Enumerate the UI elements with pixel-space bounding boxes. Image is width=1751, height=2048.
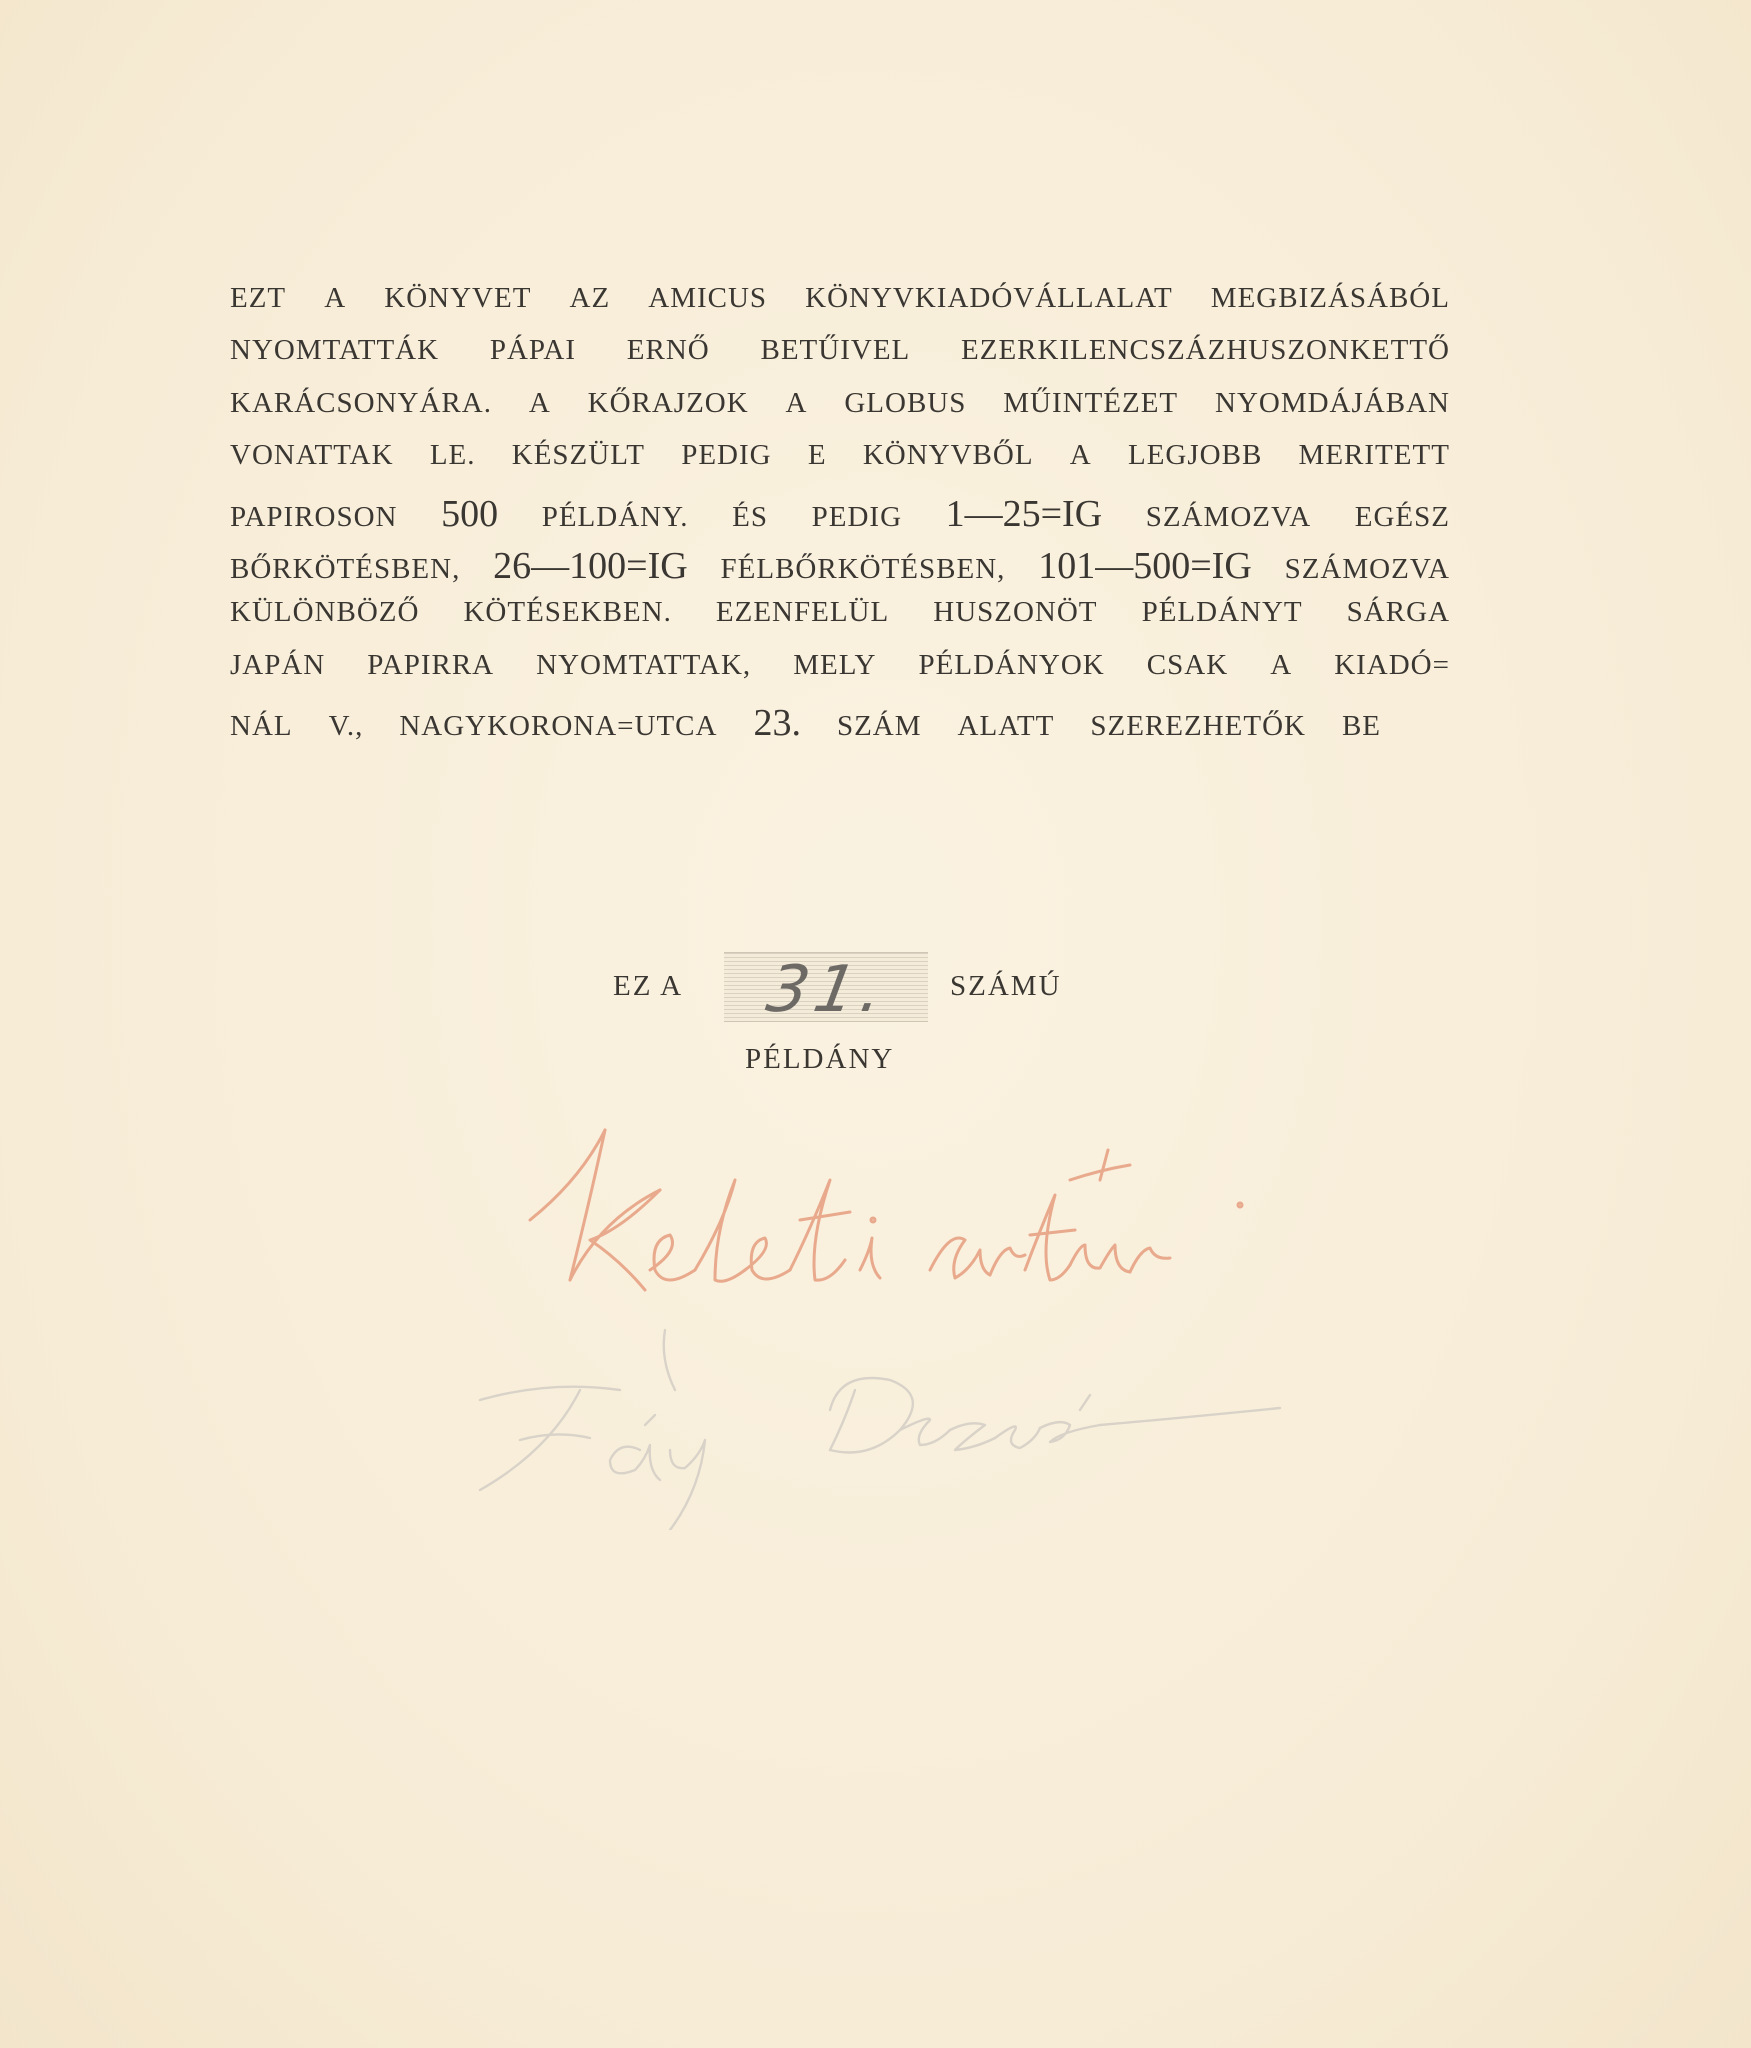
colophon-word: ALATT xyxy=(957,710,1055,743)
colophon-word: KŐRAJZOK xyxy=(587,386,749,419)
colophon-line xyxy=(230,649,1450,701)
colophon-word: BE xyxy=(1341,710,1382,743)
colophon-word: ERNŐ xyxy=(626,334,710,367)
colophon-word: AMICUS xyxy=(648,282,768,314)
colophon-word: V., xyxy=(328,710,364,743)
colophon-word: VONATTAK xyxy=(230,439,394,472)
colophon-line xyxy=(230,334,1450,386)
colophon-word: PÉLDÁNYOK xyxy=(918,648,1105,681)
colophon-word: BETŰIVEL xyxy=(760,334,911,367)
colophon-word: LE. xyxy=(429,439,476,472)
signature-fay-dezso xyxy=(460,1320,1320,1530)
colophon-word: KIADÓ= xyxy=(1334,648,1450,681)
colophon-word: KARÁCSONYÁRA. xyxy=(230,386,492,419)
colophon-word: 101—500=IG xyxy=(1038,544,1252,587)
colophon-word: NYOMTATTAK, xyxy=(536,648,752,681)
colophon-word: A xyxy=(785,386,808,419)
colophon-word: KÉSZÜLT xyxy=(511,439,645,472)
colophon-word: EZT xyxy=(230,282,287,314)
colophon-word: KÖTÉSEKBEN. xyxy=(463,596,672,629)
edition-number-row xyxy=(0,946,1751,1026)
colophon-word: KÖNYVET xyxy=(384,282,532,314)
colophon-word: ÉS xyxy=(732,500,769,533)
colophon-word: KÖNYVBŐL xyxy=(862,439,1034,472)
colophon-word: PEDIG xyxy=(811,500,903,533)
colophon-word: PAPIROSON xyxy=(230,500,398,533)
edition-suffix: SZÁMÚ xyxy=(950,970,1062,1002)
colophon-word: A xyxy=(528,386,551,419)
colophon-word: HUSZONÖT xyxy=(933,596,1098,629)
colophon-word: A xyxy=(1069,439,1092,472)
colophon-word: FÉLBŐRKÖTÉSBEN, xyxy=(720,552,1006,585)
colophon-word: JAPÁN xyxy=(230,648,326,681)
colophon-word: 1—25=IG xyxy=(945,492,1103,535)
colophon-word: A xyxy=(324,282,347,314)
colophon-word: MEGBIZÁSÁBÓL xyxy=(1210,282,1450,314)
colophon-word: KÖNYVKIADÓVÁLLALAT xyxy=(805,282,1173,314)
colophon-word: BŐRKÖTÉSBEN, xyxy=(230,552,461,585)
edition-number-box xyxy=(724,952,928,1027)
colophon-word: SÁRGA xyxy=(1346,596,1450,629)
colophon-line xyxy=(230,387,1450,439)
colophon-word: SZÁMOZVA xyxy=(1145,500,1312,533)
colophon-line xyxy=(230,544,1450,596)
edition-prefix: EZ A xyxy=(613,970,684,1002)
colophon-text xyxy=(230,282,1450,754)
colophon-word: SZÁMOZVA xyxy=(1284,552,1450,585)
colophon-word: NYOMTATTÁK xyxy=(230,334,440,367)
colophon-word: EGÉSZ xyxy=(1354,500,1450,533)
colophon-word: AZ xyxy=(569,282,611,314)
colophon-line xyxy=(230,492,1450,544)
colophon-word: 500 xyxy=(441,492,499,535)
colophon-word: EZERKILENCSZÁZHUSZONKETTŐ xyxy=(961,334,1450,367)
colophon-word: 26—100=IG xyxy=(493,544,688,587)
colophon-word: PÉLDÁNY. xyxy=(541,500,689,533)
colophon-word: PEDIG xyxy=(681,439,772,472)
colophon-word: MŰINTÉZET xyxy=(1003,386,1179,419)
colophon-word: 23. xyxy=(753,702,801,745)
edition-noun: PÉLDÁNY xyxy=(745,1043,895,1075)
colophon-word: SZÁM xyxy=(836,710,922,743)
colophon-word: PÉLDÁNYT xyxy=(1141,596,1303,629)
colophon-word: GLOBUS xyxy=(844,386,967,419)
edition-number: 31. xyxy=(761,953,895,1027)
colophon-line xyxy=(230,439,1450,491)
colophon-word: CSAK xyxy=(1146,648,1229,681)
colophon-word: PÁPAI xyxy=(489,334,576,367)
colophon-line xyxy=(230,596,1450,648)
colophon-word: MERITETT xyxy=(1298,439,1450,472)
colophon-word: E xyxy=(807,439,827,472)
colophon-word: PAPIRRA xyxy=(367,648,495,681)
colophon-word: MELY xyxy=(793,648,877,681)
colophon-word: KÜLÖNBÖZŐ xyxy=(230,596,420,629)
colophon-word: LEGJOBB xyxy=(1128,439,1263,472)
colophon-word: A xyxy=(1270,648,1293,681)
colophon-word: EZENFELÜL xyxy=(715,596,890,629)
colophon-line xyxy=(230,282,1450,334)
colophon-word: NYOMDÁJÁBAN xyxy=(1215,386,1450,419)
colophon-word: NAGYKORONA=UTCA xyxy=(399,710,718,743)
colophon-line xyxy=(230,701,1450,753)
colophon-word: NÁL xyxy=(230,710,293,743)
signature-keleti-artur xyxy=(510,1120,1270,1320)
colophon-word: SZEREZHETŐK xyxy=(1090,710,1306,743)
